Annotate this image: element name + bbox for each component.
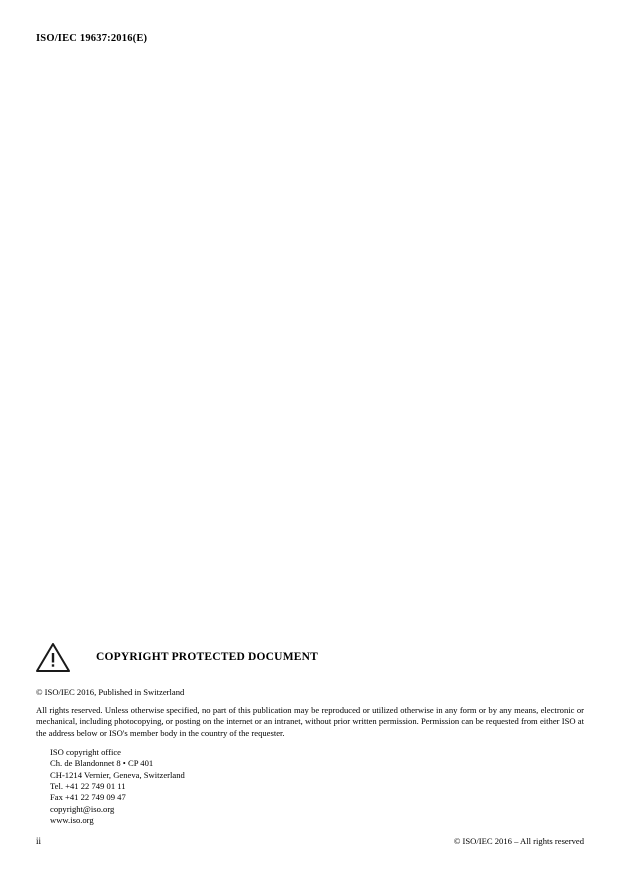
copyright-title-row (36, 640, 584, 674)
rights-reserved-paragraph: All rights reserved. Unless otherwise specified, no part of this publication may be reproduced or utilized otherwise in any form or by any means, electronic or mechanical, including photocopying, or posting on the internet or an intranet, without prior written permission. Permission can be requested from either ISO at the address below or ISO's member body in the country of the requester. (36, 705, 584, 738)
address-website: www.iso.org (50, 815, 94, 826)
page-footer (36, 836, 584, 846)
address-email: copyright@iso.org (50, 803, 115, 814)
address-street: Ch. de Blandonnet 8 • CP 401 (50, 758, 154, 769)
page-header-standard-reference: ISO/IEC 19637:2016(E) (36, 33, 148, 44)
iso-copyright-office-address (50, 747, 584, 826)
warning-triangle-icon (36, 642, 70, 672)
address-city: CH-1214 Vernier, Geneva, Switzerland (50, 769, 185, 780)
address-telephone: Tel. +41 22 749 01 11 (50, 781, 126, 792)
copyright-title: COPYRIGHT PROTECTED DOCUMENT (96, 651, 318, 663)
footer-page-number: ii (36, 836, 42, 846)
footer-rights-statement: © ISO/IEC 2016 – All rights reserved (453, 836, 584, 846)
copyright-line: © ISO/IEC 2016, Published in Switzerland (36, 687, 185, 697)
copyright-protected-document-block (36, 640, 584, 826)
address-office: ISO copyright office (50, 747, 121, 758)
address-fax: Fax +41 22 749 09 47 (50, 792, 126, 803)
